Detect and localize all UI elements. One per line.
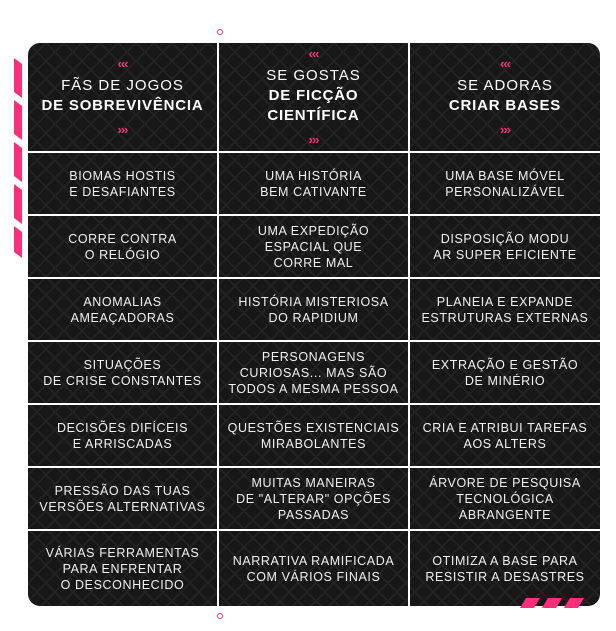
cell-text: MUITAS MANEIRAS DE "ALTERAR" OPÇÕES PASSADAS [236,475,391,522]
header-line2: CRIAR BASES [448,97,562,114]
cell-text: UMA BASE MÓVEL PERSONALIZÁVEL [445,168,565,199]
cell-text: ÁRVORE DE PESQUISA TECNOLÓGICA ABRANGENTE [429,475,581,522]
header-line2: DE FICÇÃO CIENTÍFICA [267,87,360,124]
cell-text: PLANEIA E EXPANDE ESTRUTURAS EXTERNAS [421,294,589,325]
table-cell [219,279,410,342]
cell-text: CRIA E ATRIBUI TAREFAS AOS ALTERS [422,420,588,451]
header-line2: DE SOBREVIVÊNCIA [41,97,204,114]
chevron-right-icon: ››› [308,132,319,147]
table-cell [219,342,410,405]
table-cell [410,279,600,342]
chevron-right-icon: ››› [117,122,128,137]
chevron-left-icon: ‹‹‹ [500,56,510,71]
cell-text: OTIMIZA A BASE PARA RESISTIR A DESASTRES [425,553,585,584]
cell-text: HISTÓRIA MISTERIOSA DO RAPIDIUM [238,294,389,325]
table-cell [28,468,219,531]
cell-text: QUESTÕES EXISTENCIAIS MIRABOLANTES [227,420,400,451]
cell-text: CORRE CONTRA O RELÓGIO [68,231,177,262]
cell-text: EXTRAÇÃO E GESTÃO DE MINÉRIO [431,357,579,388]
decorative-side-stripes [12,58,24,258]
decorative-ring-bottom [217,613,223,619]
table-cell [28,531,219,606]
table-cell [410,216,600,279]
chevron-right-icon: ››› [500,122,510,137]
cell-text: PERSONAGENS CURIOSAS... MAS SÃO TODOS A MESMA PESSOA [228,349,399,396]
chevron-left-icon: ‹‹‹ [117,56,128,71]
header-line1: SE ADORAS [457,77,553,94]
cell-text: BIOMAS HOSTIS E DESAFIANTES [69,168,176,199]
table-cell [28,216,219,279]
table-cell [219,468,410,531]
chevron-left-icon: ‹‹‹ [308,46,319,61]
cell-text: SITUAÇÕES DE CRISE CONSTANTES [43,357,202,388]
table-cell [410,405,600,468]
cell-text: UMA EXPEDIÇÃO ESPACIAL QUE CORRE MAL [257,223,370,270]
cell-text: DISPOSIÇÃO MODU AR SUPER EFICIENTE [433,231,577,262]
table-cell [410,342,600,405]
table-cell [410,153,600,216]
table-cell [28,279,219,342]
cell-text: VÁRIAS FERRAMENTAS PARA ENFRENTAR O DESCONHECIDO [45,545,200,592]
cell-text: DECISÕES DIFÍCEIS E ARRISCADAS [56,420,189,451]
cell-text: UMA HISTÓRIA BEM CATIVANTE [260,168,367,199]
table-cell [219,216,410,279]
table-cell [28,342,219,405]
table-cell [219,405,410,468]
table-cell [219,531,410,606]
column-header-scifi [219,43,410,153]
table-cell [410,531,600,606]
header-line1: SE GOSTAS [266,67,361,84]
table-cell [219,153,410,216]
table-cell [28,405,219,468]
header-line1: FÃS DE JOGOS [61,77,184,94]
cell-text: NARRATIVA RAMIFICADA COM VÁRIOS FINAIS [232,553,395,584]
table-cell [28,153,219,216]
decorative-corner-stripes [516,598,588,608]
column-header-base-building [410,43,600,153]
cell-text: ANOMALIAS AMEAÇADORAS [70,294,175,325]
comparison-table [28,43,600,606]
cell-text: PRESSÃO DAS TUAS VERSÕES ALTERNATIVAS [39,483,206,514]
column-header-survival [28,43,219,153]
decorative-ring-top [217,29,223,35]
table-cell [410,468,600,531]
